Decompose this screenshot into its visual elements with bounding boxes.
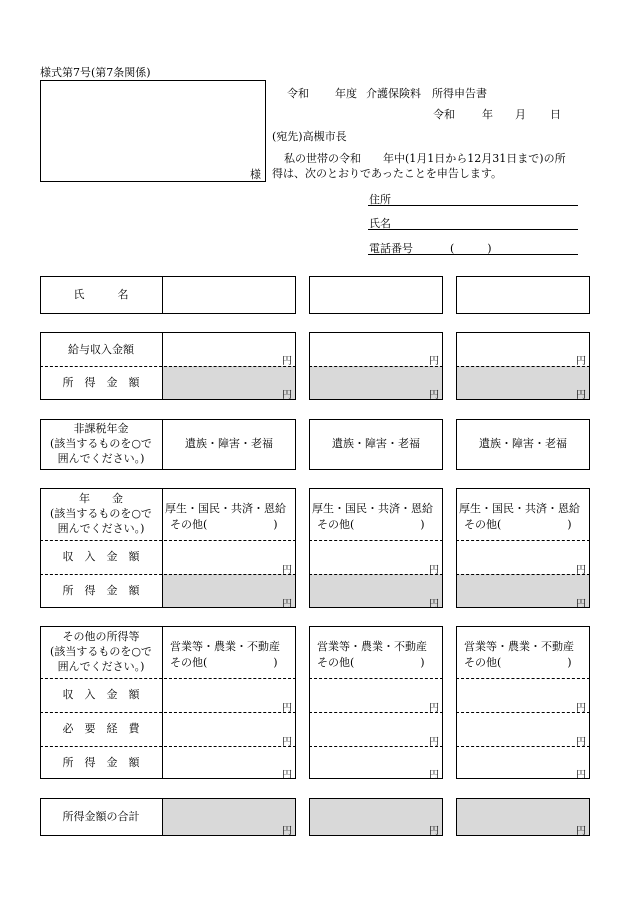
pension-dash-b3 [456, 574, 590, 575]
yen-other-inc-2: 円 [429, 770, 439, 781]
date-day: 日 [550, 108, 561, 121]
nontax-options-3[interactable]: 遺族・障害・老福 [479, 437, 567, 450]
salary-shotoku-label: 所 得 金 額 [62, 376, 140, 389]
yen-salary-income-1: 円 [282, 390, 292, 401]
date-reiwa: 令和 [433, 108, 455, 121]
pension-label-2: (該当するものを○で [50, 507, 152, 520]
pension-dash-b2 [309, 574, 443, 575]
other-dash-c1 [40, 746, 296, 747]
date-month: 月 [515, 108, 526, 121]
title-reiwa: 令和 [287, 87, 309, 100]
other-other-2[interactable]: その他( ) [317, 656, 425, 669]
yen-other-rev-2: 円 [429, 703, 439, 714]
nontax-label-1: 非課税年金 [73, 422, 129, 435]
yen-salary-2: 円 [429, 356, 439, 367]
other-divider [162, 626, 163, 779]
yen-other-rev-1: 円 [282, 703, 292, 714]
pension-revenue-label: 収 入 金 額 [62, 550, 140, 563]
pension-options-1[interactable]: 厚生・国民・共済・恩給 [165, 502, 286, 515]
total-divider [162, 798, 163, 836]
other-dash-b1 [40, 712, 296, 713]
phone-field[interactable] [368, 254, 578, 255]
other-label-2: (該当するものを○で [50, 645, 152, 658]
other-dash-c3 [456, 746, 590, 747]
total-box-3 [456, 798, 590, 836]
other-dash-b2 [309, 712, 443, 713]
yen-pension-rev-2: 円 [429, 565, 439, 576]
yen-pension-rev-1: 円 [282, 565, 292, 576]
other-options-1[interactable]: 営業等・農業・不動産 [170, 640, 280, 653]
form-title: 介護保険料 所得申告書 [366, 87, 487, 100]
pension-other-2[interactable]: その他( ) [317, 518, 425, 531]
name-row-label: 氏 名 [73, 288, 129, 301]
yen-pension-inc-1: 円 [282, 599, 292, 610]
name-field[interactable] [368, 229, 578, 230]
address-label: 住所 [369, 193, 391, 206]
yen-salary-income-3: 円 [576, 390, 586, 401]
pension-dash-a3 [456, 540, 590, 541]
pension-label-1: 年 金 [79, 492, 123, 505]
yen-other-exp-3: 円 [576, 737, 586, 748]
nontax-label-3: 囲んでください。) [57, 452, 145, 465]
other-label-1: その他の所得等 [62, 630, 140, 643]
name-label: 氏名 [369, 217, 391, 230]
other-label-3: 囲んでください。) [57, 660, 145, 673]
nontax-label-2: (該当するものを○で [50, 437, 152, 450]
yen-total-1: 円 [282, 826, 292, 837]
yen-other-inc-3: 円 [576, 770, 586, 781]
yen-pension-inc-3: 円 [576, 599, 586, 610]
name-cell-3[interactable] [456, 276, 590, 314]
yen-other-rev-3: 円 [576, 703, 586, 714]
form-number: 様式第7号(第7条関係) [40, 66, 151, 79]
title-nendo: 年度 [335, 87, 357, 100]
pension-shotoku-label: 所 得 金 額 [62, 584, 140, 597]
yen-total-3: 円 [576, 826, 586, 837]
yen-salary-1: 円 [282, 356, 292, 367]
other-options-3[interactable]: 営業等・農業・不動産 [464, 640, 574, 653]
name-row-divider [162, 276, 163, 314]
salary-dash-1 [40, 366, 296, 367]
yen-other-inc-1: 円 [282, 770, 292, 781]
pension-dash-b1 [40, 574, 296, 575]
other-revenue-label: 収 入 金 額 [62, 688, 140, 701]
pension-divider [162, 488, 163, 608]
salary-income-label: 給与収入金額 [68, 343, 134, 356]
other-dash-a1 [40, 678, 296, 679]
pension-dash-a1 [40, 540, 296, 541]
phone-label: 電話番号 [369, 242, 413, 255]
other-dash-a2 [309, 678, 443, 679]
total-box-2 [309, 798, 443, 836]
pension-other-3[interactable]: その他( ) [464, 518, 572, 531]
pension-label-3: 囲んでください。) [57, 522, 145, 535]
other-shotoku-label: 所 得 金 額 [62, 756, 140, 769]
sama-honorific: 様 [250, 168, 261, 181]
other-other-3[interactable]: その他( ) [464, 656, 572, 669]
other-options-2[interactable]: 営業等・農業・不動産 [317, 640, 427, 653]
phone-paren: ( ) [450, 242, 492, 255]
name-cell-2[interactable] [309, 276, 443, 314]
salary-dash-3 [456, 366, 590, 367]
total-label: 所得金額の合計 [62, 810, 140, 823]
other-dash-a3 [456, 678, 590, 679]
address-field[interactable] [368, 205, 578, 206]
pension-options-2[interactable]: 厚生・国民・共済・恩給 [312, 502, 433, 515]
nontax-options-1[interactable]: 遺族・障害・老福 [185, 437, 273, 450]
other-dash-c2 [309, 746, 443, 747]
pension-dash-a2 [309, 540, 443, 541]
addressee-name-box[interactable] [40, 80, 266, 182]
other-dash-b3 [456, 712, 590, 713]
nontax-options-2[interactable]: 遺族・障害・老福 [332, 437, 420, 450]
other-other-1[interactable]: その他( ) [170, 656, 278, 669]
other-expense-label: 必 要 経 費 [62, 722, 140, 735]
yen-other-exp-1: 円 [282, 737, 292, 748]
yen-total-2: 円 [429, 826, 439, 837]
salary-dash-2 [309, 366, 443, 367]
yen-pension-inc-2: 円 [429, 599, 439, 610]
declaration-line1: 私の世帯の令和 年中(1月1日から12月31日まで)の所 [284, 152, 566, 165]
yen-salary-3: 円 [576, 356, 586, 367]
date-year: 年 [482, 108, 493, 121]
addressee: (宛先)高槻市長 [272, 130, 347, 143]
declaration-line2: 得は、次のとおりであったことを申告します。 [272, 167, 503, 180]
yen-pension-rev-3: 円 [576, 565, 586, 576]
pension-options-3[interactable]: 厚生・国民・共済・恩給 [459, 502, 580, 515]
yen-other-exp-2: 円 [429, 737, 439, 748]
yen-salary-income-2: 円 [429, 390, 439, 401]
pension-other-1[interactable]: その他( ) [170, 518, 278, 531]
